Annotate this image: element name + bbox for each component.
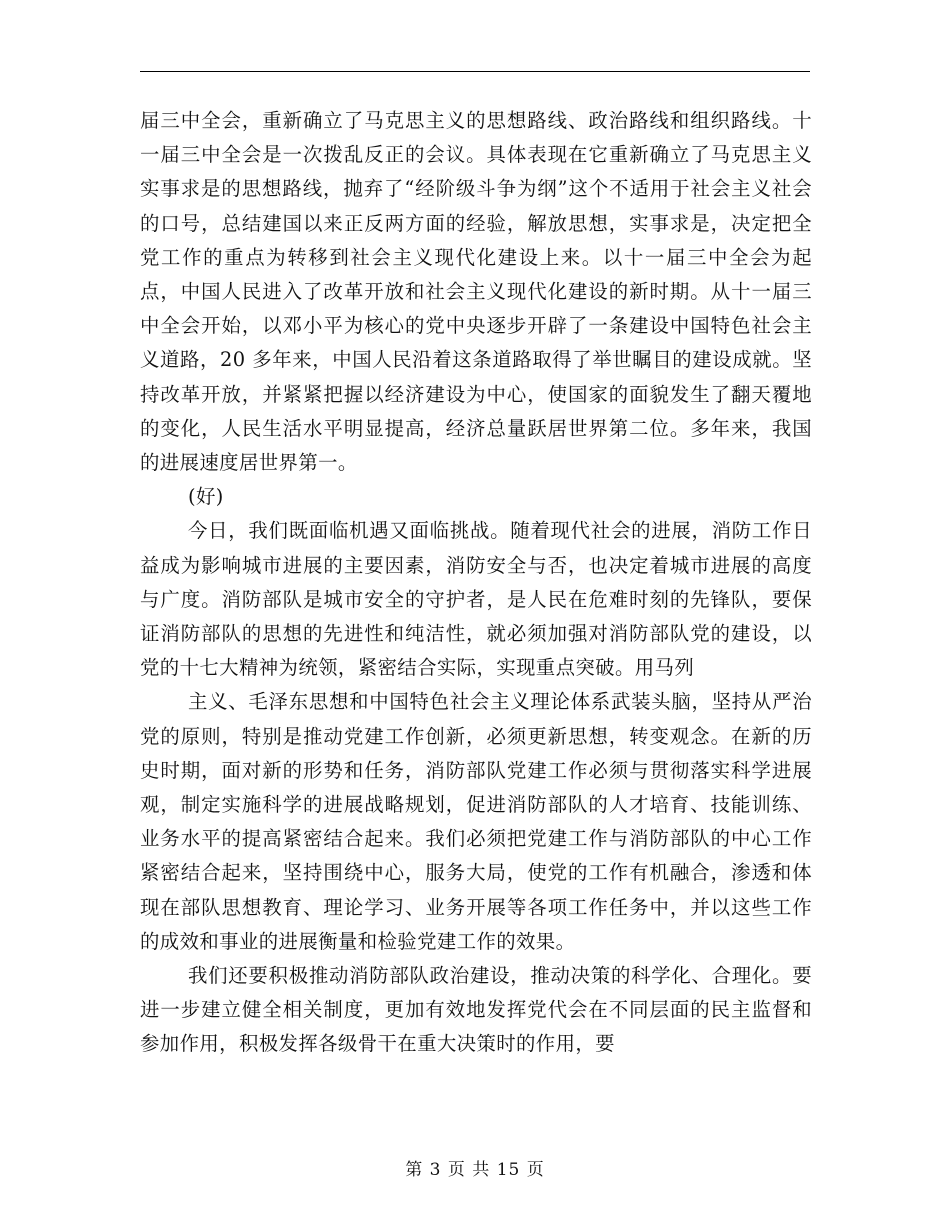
page-number: 第 3 页 共 15 页: [405, 1160, 545, 1180]
paragraph-5: 我们还要积极推动消防部队政治建设，推动决策的科学化、合理化。要进一步建立健全相关制度，更加有效地发挥党代会在不同层面的民主监督和参加作用，积极发挥各级骨干在重大决策时的作用，要: [140, 964, 812, 1056]
paragraph-1: 届三中全会，重新确立了马克思主义的思想路线、政治路线和组织路线。十一届三中全会是一次拨乱反正的会议。具体表现在它重新确立了马克思主义实事求是的思想路线，抛弃了“经阶级斗争为纲”这个不适用于社会主义社会的口号，总结建国以来正反两方面的经验，解放思想，实事求是，决定把全党工作的重点为转移到社会主义现代化建设上来。以十一届三中全会为起点，中国人民进入了改革开放和社会主义现代化建设的新时期。从十一届三中全会开始，以邓小平为核心的党中央逐步开辟了一条建设中国特色社会主义道路，20 多年来，中国人民沿着这条道路取得了举世瞩目的建设成就。坚持改革开放，并紧紧把握以经济建设为中心，使国家的面貌发生了翻天覆地的变化，人民生活水平明显提高，经济总量跃居世界第二位。多年来，我国的进展速度居世界第一。: [140, 109, 812, 475]
paragraph-2-note: (好): [188, 485, 224, 509]
document-body: [140, 104, 812, 1062]
paragraph-4: 主义、毛泽东思想和中国特色社会主义理论体系武装头脑，坚持从严治党的原则，特别是推动党建工作创新，必须更新思想，转变观念。在新的历史时期，面对新的形势和任务，消防部队党建工作必须与贯彻落实科学进展观，制定实施科学的进展战略规划，促进消防部队的人才培育、技能训练、业务水平的提高紧密结合起来。我们必须把党建工作与消防部队的中心工作紧密结合起来，坚持围绕中心，服务大局，使党的工作有机融合，渗透和体现在部队思想教育、理论学习、业务开展等各项工作任务中，并以这些工作的成效和事业的进展衡量和检验党建工作的效果。: [140, 690, 812, 953]
paragraph-3: 今日，我们既面临机遇又面临挑战。随着现代社会的进展，消防工作日益成为影响城市进展的主要因素，消防安全与否，也决定着城市进展的高度与广度。消防部队是城市安全的守护者，是人民在危难时刻的先锋队，要保证消防部队的思想的先进性和纯洁性，就必须加强对消防部队党的建设，以党的十七大精神为统领，紧密结合实际，实现重点突破。用马列: [140, 519, 812, 680]
header-rule: [140, 71, 810, 72]
